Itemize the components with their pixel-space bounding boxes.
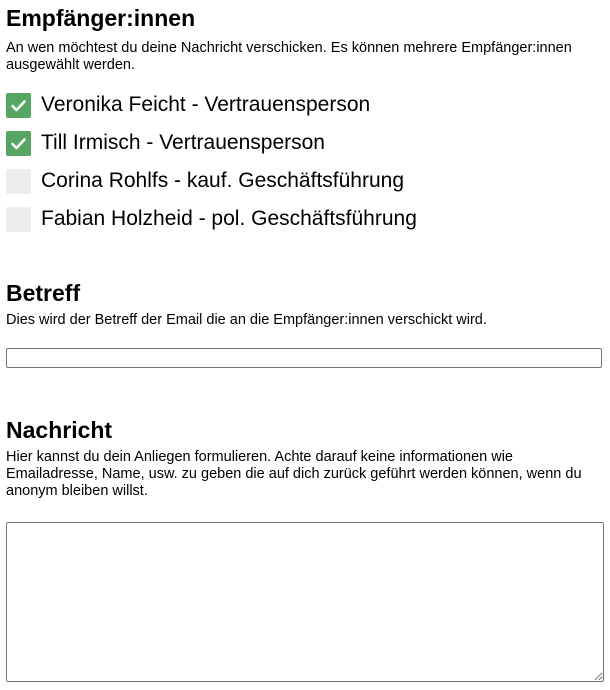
message-heading: Nachricht xyxy=(6,417,113,443)
checkmark-icon xyxy=(10,97,27,114)
recipient-checkbox[interactable] xyxy=(6,93,31,118)
checkmark-icon xyxy=(10,135,27,152)
recipient-label: Corina Rohlfs - kauf. Geschäftsführung xyxy=(41,169,405,192)
subject-heading: Betreff xyxy=(6,280,81,306)
recipients-heading: Empfänger:innen xyxy=(6,5,196,31)
recipient-checkbox[interactable] xyxy=(6,169,31,194)
recipient-label: Till Irmisch - Vertrauensperson xyxy=(41,131,325,154)
message-section xyxy=(6,416,604,500)
message-description: Hier kannst du dein Anliegen formulieren. Achte darauf keine informationen wie Emailadresse, Name, usw. zu geben die auf dich zurück geführt werden können, wenn du anonym bleiben willst. xyxy=(6,449,582,499)
subject-description: Dies wird der Betreff der Email die an die Empfänger:innen verschickt wird. xyxy=(6,312,487,328)
recipient-option[interactable] xyxy=(6,124,566,162)
subject-input[interactable] xyxy=(6,348,602,368)
recipient-checkbox[interactable] xyxy=(6,131,31,156)
recipient-option[interactable] xyxy=(6,162,566,200)
recipients-section xyxy=(6,4,604,74)
recipient-option[interactable] xyxy=(6,200,566,238)
recipient-label: Veronika Feicht - Vertrauensperson xyxy=(41,93,371,116)
recipient-option[interactable] xyxy=(6,86,566,124)
recipient-list xyxy=(6,86,566,238)
subject-section xyxy=(6,279,604,329)
message-textarea[interactable] xyxy=(6,522,604,682)
recipient-label: Fabian Holzheid - pol. Geschäftsführung xyxy=(41,207,417,230)
recipient-checkbox[interactable] xyxy=(6,207,31,232)
recipients-description: An wen möchtest du deine Nachricht verschicken. Es können mehrere Empfänger:innen ausgewählt werden. xyxy=(6,40,572,73)
